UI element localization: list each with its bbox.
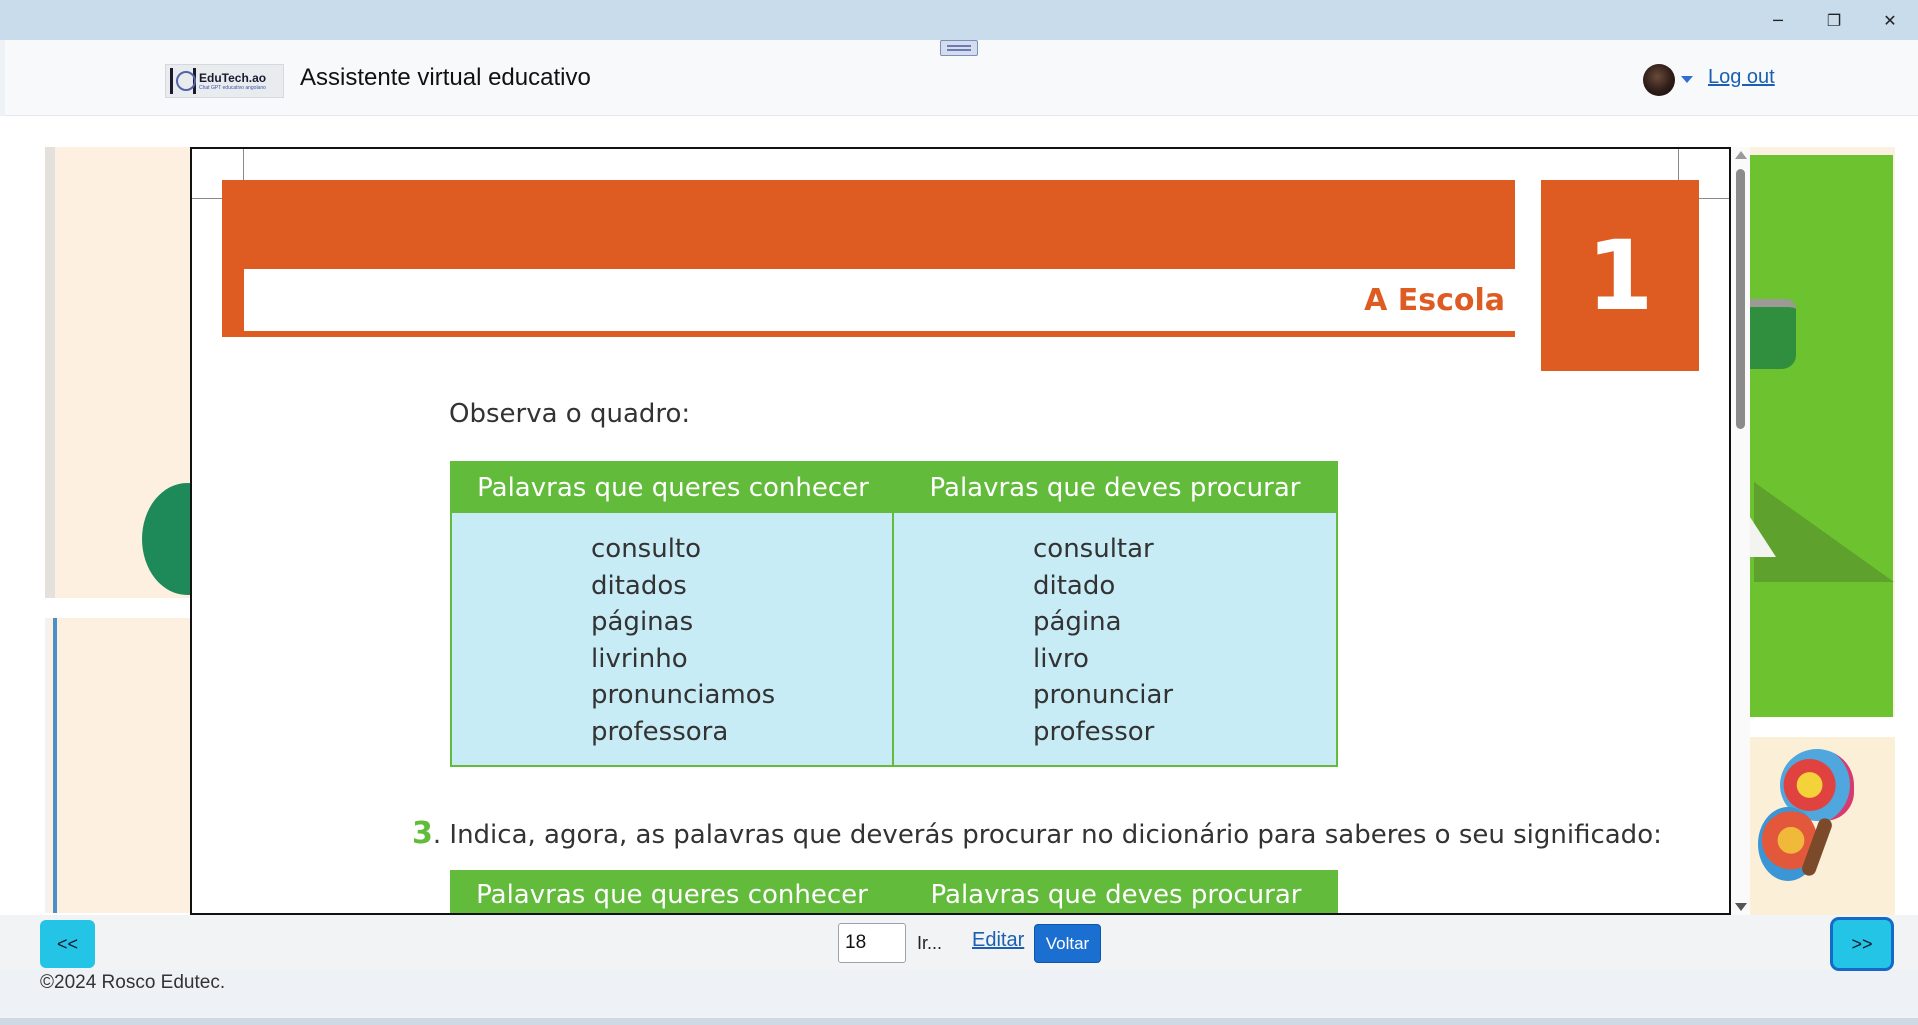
chapter-number: 1: [1586, 219, 1654, 332]
list-item: livrinho: [591, 643, 688, 674]
exercise-text: . Indica, agora, as palavras que deverás procurar no dicionário para saberes o seu significado:: [432, 820, 1662, 850]
chevron-down-icon[interactable]: [1681, 76, 1693, 83]
green-illustration: [1750, 155, 1893, 717]
footer-copyright: ©2024 Rosco Edutec.: [40, 972, 226, 993]
list-item: professor: [1033, 716, 1155, 747]
list-item: professora: [591, 716, 729, 747]
scroll-up-icon[interactable]: [1735, 151, 1747, 159]
window-titlebar: [0, 0, 1918, 40]
previous-page-button[interactable]: <<: [40, 920, 95, 968]
list-item: páginas: [591, 607, 694, 637]
document-page: [190, 147, 1731, 915]
next-page-preview: [1750, 147, 1895, 917]
pot-illustration: [1750, 299, 1796, 369]
exercise-number: 3: [412, 816, 433, 851]
column-header: Palavras que queres conhecer: [476, 880, 868, 910]
logo-name: EduTech.ao: [199, 70, 267, 85]
word-table-body: [452, 513, 1336, 765]
previous-page-preview: [45, 147, 190, 913]
list-item: consultar: [1033, 534, 1154, 564]
column-header: Palavras que queres conhecer: [477, 473, 869, 503]
column-header: Palavras que deves procurar: [930, 880, 1302, 910]
logout-link[interactable]: Log out: [1708, 66, 1775, 88]
column-header: Palavras que deves procurar: [929, 473, 1301, 503]
words-to-know-column: [452, 513, 894, 765]
list-item: pronunciar: [1033, 680, 1174, 710]
scroll-down-icon[interactable]: [1735, 903, 1747, 911]
brand-logo[interactable]: [165, 64, 284, 98]
crop-mark: [1695, 198, 1731, 199]
back-button[interactable]: Voltar: [1034, 924, 1101, 963]
next-page-button[interactable]: >>: [1833, 920, 1891, 968]
app-title: Assistente virtual educativo: [300, 64, 591, 91]
list-item: ditado: [1033, 570, 1116, 601]
list-item: página: [1033, 607, 1122, 637]
butterfly-illustration: [1750, 737, 1895, 917]
go-to-page-link[interactable]: Ir...: [917, 933, 943, 953]
globe-icon: [170, 68, 196, 94]
scroll-thumb[interactable]: [1736, 169, 1745, 429]
list-item: livro: [1033, 643, 1089, 674]
page-number-input[interactable]: [838, 923, 906, 963]
intro-text: Observa o quadro:: [449, 399, 691, 429]
word-table: [450, 461, 1338, 767]
vertical-scrollbar[interactable]: [1731, 147, 1750, 915]
restore-icon[interactable]: ❐: [1826, 10, 1842, 30]
page-navigation-toolbar: [0, 915, 1918, 970]
logo-tagline: Chat GPT educativo angolano: [199, 84, 266, 91]
chapter-badge: [1541, 180, 1699, 371]
words-to-look-up-column: [894, 513, 1336, 765]
exercise-question: [412, 816, 1662, 851]
section-title: A Escola: [1364, 283, 1505, 318]
edit-link[interactable]: Editar: [972, 929, 1025, 951]
drag-handle-icon[interactable]: [940, 40, 978, 56]
list-item: ditados: [591, 570, 687, 601]
avatar[interactable]: [1643, 64, 1675, 96]
close-icon[interactable]: ✕: [1883, 10, 1897, 30]
minimize-icon[interactable]: ─: [1773, 10, 1783, 30]
word-table-header: [452, 463, 1336, 513]
list-item: consulto: [591, 534, 702, 564]
word-table-2-header: [450, 870, 1338, 915]
list-item: pronunciamos: [591, 680, 776, 710]
